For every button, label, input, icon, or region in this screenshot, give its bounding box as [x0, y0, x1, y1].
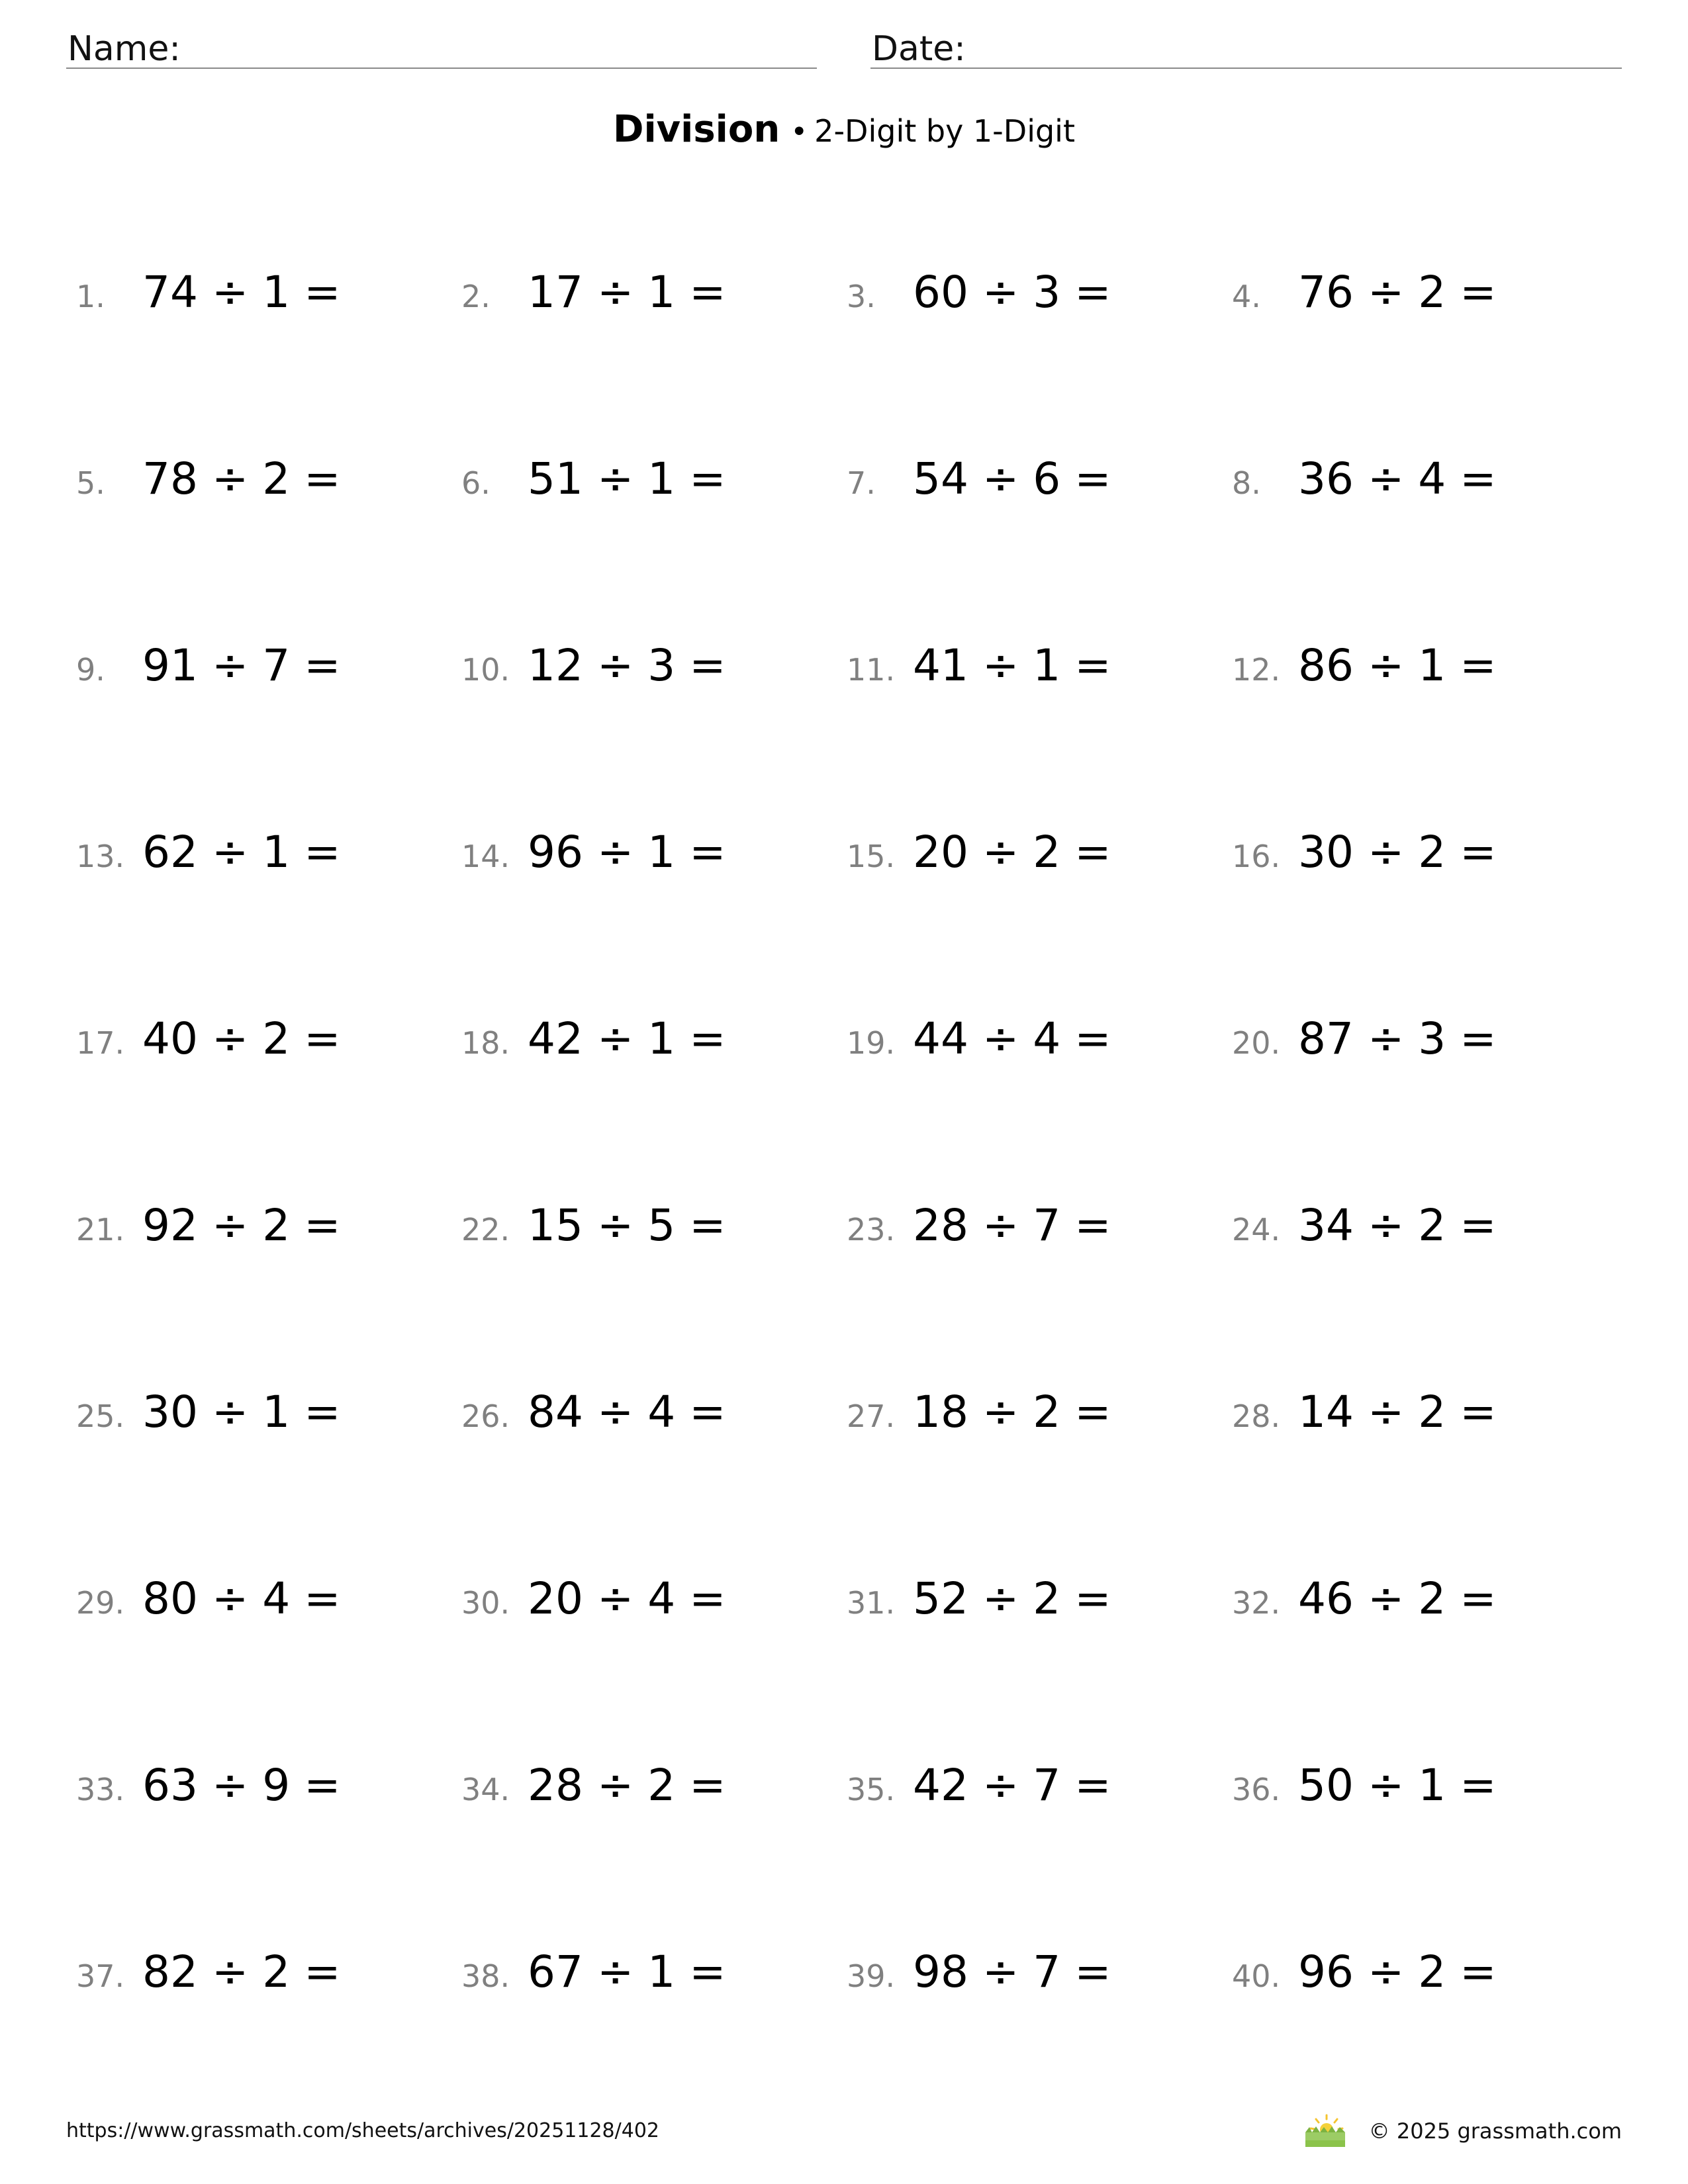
problem-expression: 30 ÷ 1 = [142, 1387, 341, 1437]
problem-number: 5. [76, 465, 105, 501]
problem-number: 18. [461, 1025, 510, 1061]
title-separator: • [790, 115, 808, 149]
problem-number: 32. [1232, 1585, 1281, 1621]
problem-number: 27. [847, 1398, 896, 1434]
problem-number: 29. [76, 1585, 125, 1621]
problem-expression: 20 ÷ 4 = [528, 1573, 726, 1624]
problem-expression: 20 ÷ 2 = [913, 827, 1111, 878]
problem-expression: 60 ÷ 3 = [913, 267, 1111, 318]
problem-expression: 87 ÷ 3 = [1298, 1013, 1497, 1064]
problem-item [1232, 1373, 1616, 1452]
problem-item [76, 439, 460, 519]
worksheet-title [0, 105, 1688, 163]
problem-number: 16. [1232, 839, 1281, 874]
problem-number: 19. [847, 1025, 896, 1061]
problem-item [847, 813, 1231, 892]
problem-expression: 34 ÷ 2 = [1298, 1200, 1497, 1251]
problem-number: 6. [461, 465, 491, 501]
problem-item [1232, 1559, 1616, 1639]
problem-item [76, 1933, 460, 2012]
problem-number: 33. [76, 1772, 125, 1807]
problem-item [847, 1373, 1231, 1452]
problem-expression: 50 ÷ 1 = [1298, 1760, 1497, 1811]
problem-number: 11. [847, 652, 896, 688]
problem-expression: 80 ÷ 4 = [142, 1573, 341, 1624]
title-subtitle: 2-Digit by 1-Digit [814, 113, 1076, 149]
problem-expression: 67 ÷ 1 = [528, 1946, 726, 1997]
problem-item [461, 1186, 845, 1265]
problem-item [76, 999, 460, 1079]
problem-item [1232, 626, 1616, 705]
grass-sun-logo-icon [1303, 2114, 1348, 2148]
problem-number: 17. [76, 1025, 125, 1061]
problem-number: 21. [76, 1212, 125, 1248]
problem-item [461, 1559, 845, 1639]
problem-item [1232, 1186, 1616, 1265]
problem-number: 31. [847, 1585, 896, 1621]
problem-item [461, 439, 845, 519]
problem-item [1232, 1746, 1616, 1825]
title-main: Division [612, 108, 780, 151]
problem-expression: 42 ÷ 7 = [913, 1760, 1111, 1811]
problem-item [847, 253, 1231, 332]
problem-expression: 42 ÷ 1 = [528, 1013, 726, 1064]
problem-item [76, 626, 460, 705]
problem-item [76, 1373, 460, 1452]
problem-number: 34. [461, 1772, 510, 1807]
footer-brand [1303, 2113, 1622, 2150]
problem-item [461, 253, 845, 332]
problem-expression: 62 ÷ 1 = [142, 827, 341, 878]
problem-expression: 91 ÷ 7 = [142, 640, 341, 691]
problem-item [847, 439, 1231, 519]
problem-item [76, 1746, 460, 1825]
problem-number: 23. [847, 1212, 896, 1248]
problem-expression: 36 ÷ 4 = [1298, 453, 1497, 504]
problem-expression: 96 ÷ 2 = [1298, 1946, 1497, 1997]
problem-number: 13. [76, 839, 125, 874]
problem-item [847, 1933, 1231, 2012]
date-field[interactable] [870, 25, 1622, 69]
problem-number: 10. [461, 652, 510, 688]
problem-expression: 41 ÷ 1 = [913, 640, 1111, 691]
problem-expression: 40 ÷ 2 = [142, 1013, 341, 1064]
problem-number: 28. [1232, 1398, 1281, 1434]
problem-item [461, 813, 845, 892]
problem-expression: 46 ÷ 2 = [1298, 1573, 1497, 1624]
problem-expression: 44 ÷ 4 = [913, 1013, 1111, 1064]
problem-expression: 12 ÷ 3 = [528, 640, 726, 691]
footer-url[interactable]: https://www.grassmath.com/sheets/archives/20251128/402 [66, 2119, 660, 2142]
problem-expression: 30 ÷ 2 = [1298, 827, 1497, 878]
problem-item [461, 999, 845, 1079]
problem-item [76, 813, 460, 892]
problem-expression: 63 ÷ 9 = [142, 1760, 341, 1811]
problem-number: 25. [76, 1398, 125, 1434]
problem-item [1232, 999, 1616, 1079]
problem-item [76, 1559, 460, 1639]
problem-number: 40. [1232, 1958, 1281, 1994]
footer-copyright: © 2025 grassmath.com [1368, 2118, 1622, 2144]
problem-expression: 18 ÷ 2 = [913, 1387, 1111, 1437]
problem-item [76, 253, 460, 332]
problem-expression: 51 ÷ 1 = [528, 453, 726, 504]
problem-item [1232, 439, 1616, 519]
problem-number: 39. [847, 1958, 896, 1994]
problem-expression: 14 ÷ 2 = [1298, 1387, 1497, 1437]
problem-number: 24. [1232, 1212, 1281, 1248]
problem-expression: 82 ÷ 2 = [142, 1946, 341, 1997]
problem-expression: 98 ÷ 7 = [913, 1946, 1111, 1997]
problem-number: 7. [847, 465, 876, 501]
problem-number: 26. [461, 1398, 510, 1434]
name-label: Name: [68, 29, 181, 69]
problem-expression: 92 ÷ 2 = [142, 1200, 341, 1251]
problem-expression: 96 ÷ 1 = [528, 827, 726, 878]
problem-number: 37. [76, 1958, 125, 1994]
problem-expression: 76 ÷ 2 = [1298, 267, 1497, 318]
problem-expression: 15 ÷ 5 = [528, 1200, 726, 1251]
problem-item [847, 1186, 1231, 1265]
problem-item [847, 999, 1231, 1079]
problem-number: 20. [1232, 1025, 1281, 1061]
problem-number: 4. [1232, 279, 1261, 314]
problem-item [461, 1746, 845, 1825]
problem-item [461, 1933, 845, 2012]
name-field[interactable] [66, 25, 817, 69]
problem-item [1232, 1933, 1616, 2012]
problem-number: 38. [461, 1958, 510, 1994]
problem-number: 9. [76, 652, 105, 688]
problem-item [76, 1186, 460, 1265]
problem-item [461, 626, 845, 705]
problem-item [461, 1373, 845, 1452]
problem-expression: 84 ÷ 4 = [528, 1387, 726, 1437]
problem-item [1232, 253, 1616, 332]
problem-number: 3. [847, 279, 876, 314]
problem-item [1232, 813, 1616, 892]
problem-number: 2. [461, 279, 491, 314]
problem-number: 30. [461, 1585, 510, 1621]
problem-item [847, 1559, 1231, 1639]
problem-expression: 52 ÷ 2 = [913, 1573, 1111, 1624]
problem-number: 36. [1232, 1772, 1281, 1807]
problem-expression: 17 ÷ 1 = [528, 267, 726, 318]
problem-number: 22. [461, 1212, 510, 1248]
problem-expression: 54 ÷ 6 = [913, 453, 1111, 504]
problem-number: 14. [461, 839, 510, 874]
problem-number: 15. [847, 839, 896, 874]
problem-expression: 28 ÷ 7 = [913, 1200, 1111, 1251]
problem-item [847, 626, 1231, 705]
problem-expression: 78 ÷ 2 = [142, 453, 341, 504]
problem-number: 1. [76, 279, 105, 314]
date-label: Date: [872, 29, 966, 69]
problem-expression: 86 ÷ 1 = [1298, 640, 1497, 691]
problem-item [847, 1746, 1231, 1825]
problem-expression: 28 ÷ 2 = [528, 1760, 726, 1811]
problem-number: 35. [847, 1772, 896, 1807]
problem-number: 12. [1232, 652, 1281, 688]
problem-expression: 74 ÷ 1 = [142, 267, 341, 318]
problem-number: 8. [1232, 465, 1261, 501]
